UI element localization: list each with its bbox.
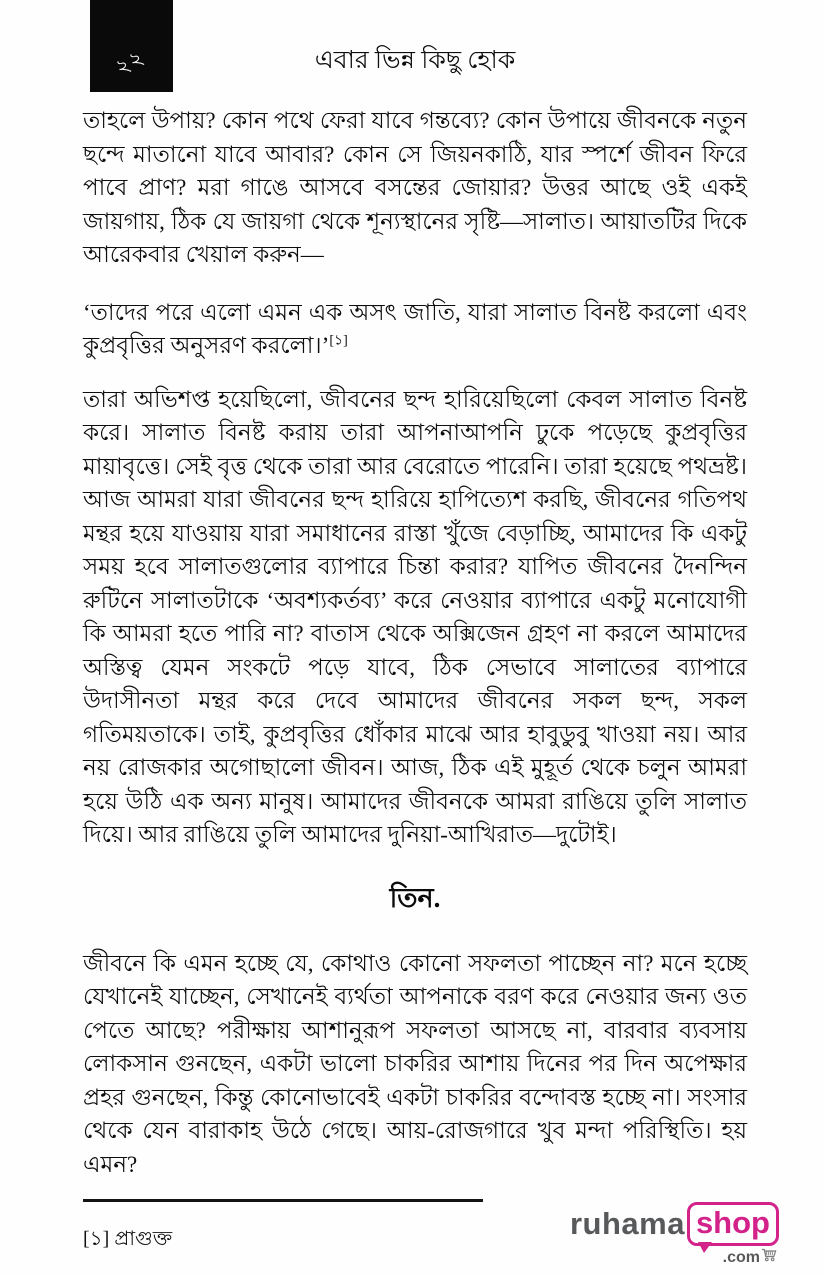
- logo-text-com: .com: [722, 1248, 760, 1266]
- logo-text-shop: shop: [695, 1205, 770, 1240]
- logo-domain-row: [723, 1248, 777, 1267]
- speech-bubble-tail: [698, 1242, 712, 1253]
- quote-text: ‘তাদের পরে এলো এমন এক অসৎ জাতি, যারা সালাত বিনষ্ট করলো এবং কুপ্রবৃত্তির অনুসরণ করলো।’: [83, 299, 747, 358]
- footnote-marker-superscript: [১]: [329, 333, 348, 349]
- body-text-column: [83, 104, 747, 1257]
- footnote-divider: [83, 1199, 483, 1202]
- running-header-title: এবার ভিন্ন কিছু হোক: [314, 47, 516, 74]
- section-heading: তিন.: [389, 882, 441, 913]
- paragraph-2: তারা অভিশপ্ত হয়েছিলো, জীবনের ছন্দ হারিয়েছিলো কেবল সালাত বিনষ্ট করে। সালাত বিনষ্ট করায় তারা আপনাআপনি ঢুকে পড়েছে কুপ্রবৃত্তির মায়াবৃত্তে। সেই বৃত্ত থেকে তারা আর বেরোতে পারেনি। তারা হয়েছে পথভ্রষ্ট। আজ আমরা যারা জীবনের ছন্দ হারিয়ে হাপিত্যেশ করছি, জীবনের গতিপথ মন্থর হয়ে যাওয়ায় যারা সমাধানের রাস্তা খুঁজে বেড়াচ্ছি, আমাদের কি একটু সময় হবে সালাতগুলোর ব্যাপারে চিন্তা করার? যাপিত জীবনের দৈনন্দিন রুটিনে সালাতটাকে ‘অবশ্যকর্তব্য’ করে নেওয়ার ব্যাপারে একটু মনোযোগী কি আমরা হতে পারি না? বাতাস থেকে অক্সিজেন গ্রহণ না করলে আমাদের অস্তিত্ব যেমন সংকটে পড়ে যাবে, ঠিক সেভাবে সালাতের ব্যাপারে উদাসীনতা মন্থর করে দেবে আমাদের জীবনের সকল ছন্দ, সকল গতিময়তাকে। তাই, কুপ্রবৃত্তির ধোঁকার মাঝে আর হাবুডুবু খাওয়া নয়। আর নয় রোজকার অগোছালো জীবন। আজ, ঠিক এই মুহূর্ত থেকে চলুন আমরা হয়ে উঠি এক অন্য মানুষ। আমাদের জীবনকে আমরা রাঙিয়ে তুলি সালাত দিয়ে। আর রাঙিয়ে তুলি আমাদের দুনিয়া-আখিরাত—দুটোই।: [83, 386, 747, 847]
- quran-quote: [83, 296, 747, 363]
- paragraph-1: তাহলে উপায়? কোন পথে ফেরা যাবে গন্তব্যে? কোন উপায়ে জীবনকে নতুন ছন্দে মাতানো যাবে আবার? কোন সে জিয়নকাঠি, যার স্পর্শে জীবন ফিরে পাবে প্রাণ? মরা গাঙে আসবে বসন্তের জোয়ার? উত্তর আছে ওই একই জায়গায়, ঠিক যে জায়গা থেকে শূন্যস্থানের সৃষ্টি—সালাত। আয়াতটির দিকে আরেকবার খেয়াল করুন—: [83, 108, 747, 267]
- page-number: ২২: [111, 44, 149, 80]
- ruhamashop-watermark: [570, 1202, 779, 1267]
- logo-brand-row: [570, 1202, 779, 1246]
- footnote-text: প্রাগুক্ত: [114, 1228, 173, 1250]
- logo-speech-bubble: [687, 1202, 779, 1246]
- footnote-marker: [১]: [83, 1228, 110, 1250]
- logo-text-ruhama: ruhama: [569, 1206, 685, 1241]
- shopping-cart-icon: [761, 1248, 777, 1267]
- paragraph-3: জীবনে কি এমন হচ্ছে যে, কোথাও কোনো সফলতা পাচ্ছেন না? মনে হচ্ছে যেখানেই যাচ্ছেন, সেখানেই ব্যর্থতা আপনাকে বরণ করে নেওয়ার জন্য ওত পেতে আছে? পরীক্ষায় আশানুরূপ সফলতা আসছে না, বারবার ব্যবসায় লোকসান গুনছেন, একটা ভালো চাকরির আশায় দিনের পর দিন অপেক্ষার প্রহর গুনছেন, কিন্তু কোনোভাবেই একটা চাকরির বন্দোবস্ত হচ্ছে না। সংসার থেকে যেন বারাকাহ উঠে গেছে। আয়-রোজগারে খুব মন্দা পরিস্থিতি। হয় এমন?: [83, 950, 747, 1177]
